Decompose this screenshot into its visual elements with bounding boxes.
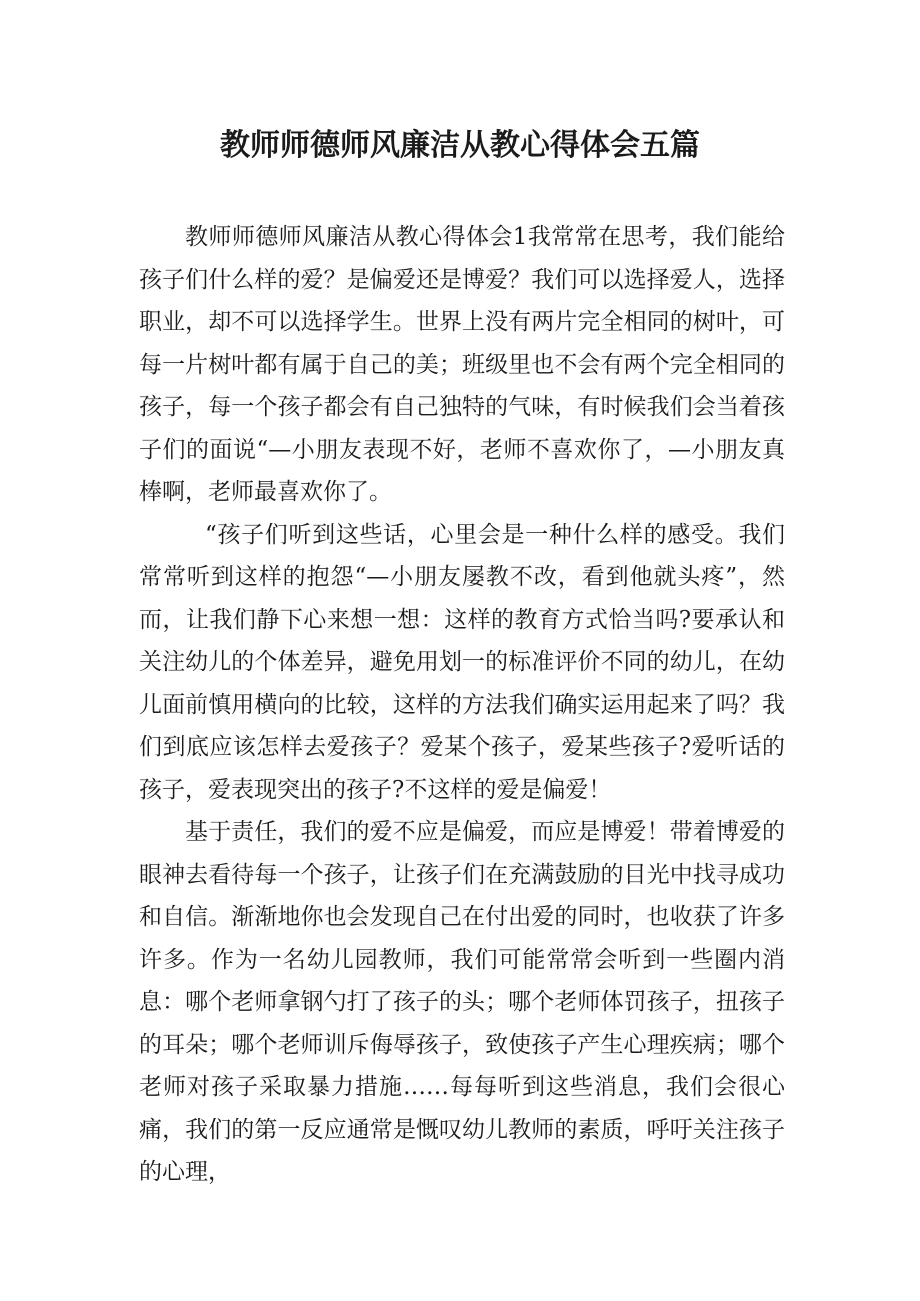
paragraph-1: 教师师德师风廉洁从教心得体会1我常常在思考，我们能给孩子们什么样的爱？是偏爱还是博爱？我们可以选择爱人，选择职业，却不可以选择学生。世界上没有两片完全相同的树叶，可每一片树叶都有属于自己的美；班级里也不会有两个完全相同的孩子，每一个孩子都会有自己独特的气味，有时候我们会当着孩子们的面说“—小朋友表现不好，老师不喜欢你了，—小朋友真棒啊，老师最喜欢你了。: [139, 224, 785, 505]
paragraph-2: “孩子们听到这些话，心里会是一种什么样的感受。我们常常听到这样的抱怨“—小朋友屡教不改，看到他就头疼”，然而，让我们静下心来想一想：这样的教育方式恰当吗?要承认和关注幼儿的个体差异，避免用划一的标准评价不同的幼儿，在幼儿面前慎用横向的比较，这样的方法我们确实运用起来了吗？我们到底应该怎样去爱孩子？爱某个孩子，爱某些孩子?爱听话的孩子，爱表现突出的孩子?不这样的爱是偏爱！: [139, 521, 785, 803]
document-body: [139, 216, 785, 1194]
paragraph-3: 基于责任，我们的爱不应是偏爱，而应是博爱！带着博爱的眼神去看待每一个孩子，让孩子们在充满鼓励的目光中找寻成功和自信。渐渐地你也会发现自己在付出爱的同时，也收获了许多许多。作为一名幼儿园教师，我们可能常常会听到一些圈内消息：哪个老师拿钢勺打了孩子的头；哪个老师体罚孩子，扭孩子的耳朵；哪个老师训斥侮辱孩子，致使孩子产生心理疾病；哪个老师对孩子采取暴力措施……每每听到这些消息，我们会很心痛，我们的第一反应通常是慨叹幼儿教师的素质，呼吁关注孩子的心理，: [139, 819, 785, 1185]
document-title: 教师师德师风廉洁从教心得体会五篇: [220, 128, 700, 163]
